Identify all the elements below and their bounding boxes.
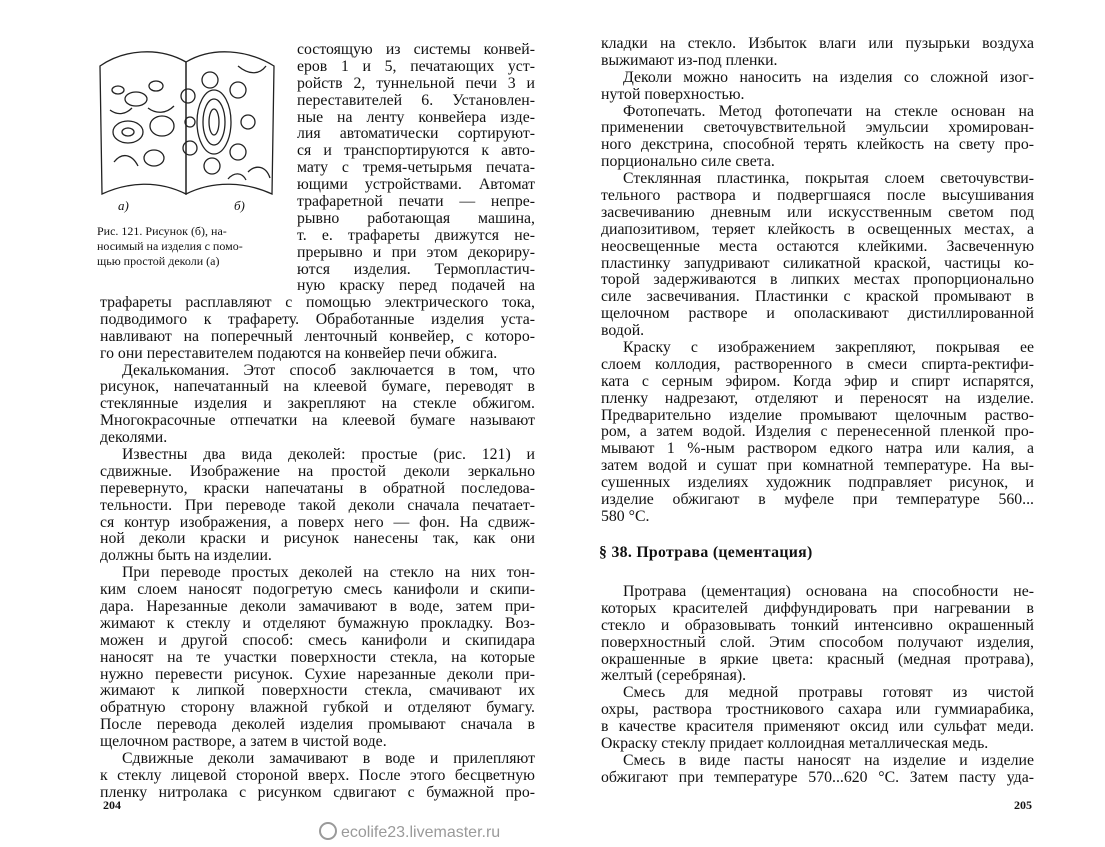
figure-label-b: б)	[234, 198, 245, 213]
right-page	[552, 0, 1105, 847]
figure-label-a: а)	[118, 198, 129, 213]
section-body-text: Протрава (цементация) основана на способности не- которых красителей диффундировать при нагревании в стекло и образовывать тонкий интенсивно окрашенный поверхностный слой. Этим способом получают изделия, окрашенные в яркие цвета: красный (медная протрава), желтый (серебряная). Смесь для медной протравы готовят из чистой охры, раствора тростникового сахара или гуммиарабика, в качестве красителя применяют оксид или сульфат меди. Окраску стеклу придает коллоидная металлическая медь. Смесь в виде пасты наносят на изделие и изделие обжигают при температуре 570...620 °С. Затем пасту уда-	[601, 584, 1034, 786]
watermark-text: ecolife23.livemaster.ru	[341, 824, 501, 841]
decal-figure-illustration	[88, 44, 284, 214]
left-body-text: трафареты расплавляют с помощью электрического тока, подводимого к трафарету. Обработанные изделия уста- навливают на поперечный ленточный конвейер, с которо- го они переставителем подаются на конвейер печи обжига. Декалькомания. Этот способ заключается в том, что рисунок, напечатанный на клеевой бумаге, переводят в стеклянные изделия и закрепляют на стекле обжигом. Многокрасочные отпечатки на клеевой бумаге называют деколями. Известны два вида деколей: простые (рис. 121) и сдвижные. Изображение на простой деколи зеркально перевернуто, краски напечатаны в обратной последова- тельности. При переводе такой деколи сначала печатает- ся контур изображения, а поверх него — фон. На сдвиж- ной деколи краски и рисунок нанесены так, как они должны быть на изделии. При переводе простых деколей на стекло на них тон- ким слоем наносят подогретую смесь канифоли и скипи- дара. Нарезанные деколи замачивают в воде, затем при- жимают к стеклу и отделяют бумажную прокладку. Воз- можен и другой способ: смесь канифоли и скипидара наносят на те участки поверхности стекла, на которые нужно перевести рисунок. Сухие нарезанные деколи при- жимают к липкой поверхности стекла, смачивают их обратную сторону влажной губкой и отделяют бумагу. После перевода деколей изделия промывают сначала в щелочном растворе, а затем в чистой воде. Сдвижные деколи замачивают в воде и прилепляют к стеклу лицевой стороной вверх. После этого бесцветную пленку нитролака с рисунком сдвигают с бумажной про-	[100, 295, 535, 801]
figure-caption: Рис. 121. Рисунок (б), на- носимый на изделия с помо- щью простой деколи (а)	[97, 224, 243, 268]
text-beside-figure: состоящую из системы конвей- еров 1 и 5, печатающих уст- ройств 2, туннельной печи 3 и переставителей 6. Установлен- ные на ленту конвейера изде- лия автоматически сортируют- ся и транспортируются к авто- мату с тремя-четырьмя печата- ющими устройствами. Автомат трафаретной печати — непре- рывно работающая машина, т. е. трафареты движутся не- прерывно и при этом декориру- ются изделия. Термопластич- ную краску перед подачей на	[297, 42, 535, 295]
section-heading: § 38. Протрава (цементация)	[599, 544, 813, 561]
watermark	[319, 822, 500, 842]
right-body-text: кладки на стекло. Избыток влаги или пузырьки воздуха выжимают из-под пленки. Деколи можно наносить на изделия со сложной изог- нутой поверхностью. Фотопечать. Метод фотопечати на стекле основан на применении светочувствительной эмульсии хромирован- ного декстрина, способной терять клейкость на свету про- порционально силе света. Стеклянная пластинка, покрытая слоем светочувстви- тельного раствора и подвергшаяся после высушивания засвечиванию дневным или искусственным светом под диапозитивом, теряет клейкость в освещенных местах, а неосвещенные места остаются клейкими. Засвеченную пластинку запудривают силикатной краской, частицы ко- торой задерживаются в липких местах пропорционально силе засвечивания. Пластинки с краской промывают в щелочном растворе и ополаскивают дистиллированной водой. Краску с изображением закрепляют, покрывая ее слоем коллодия, растворенного в смеси спирта-ректифи- ката с серным эфиром. Когда эфир и спирт испарятся, пленку надрезают, отделяют и переносят на изделие. Предварительно изделие промывают щелочным раство- ром, а затем водой. Изделия с перенесенной пленкой про- мывают 1 %-ным раствором едкого натра или калия, а затем водой и сушат при комнатной температуре. На вы- сушенных изделиях художник подправляет рисунок, и изделие обжигают в муфеле при температуре 560... 580 °С.	[601, 36, 1034, 525]
page-number-right: 205	[1014, 798, 1032, 812]
left-page	[0, 0, 552, 847]
page-number-left: 204	[103, 798, 121, 812]
globe-icon	[319, 822, 337, 840]
